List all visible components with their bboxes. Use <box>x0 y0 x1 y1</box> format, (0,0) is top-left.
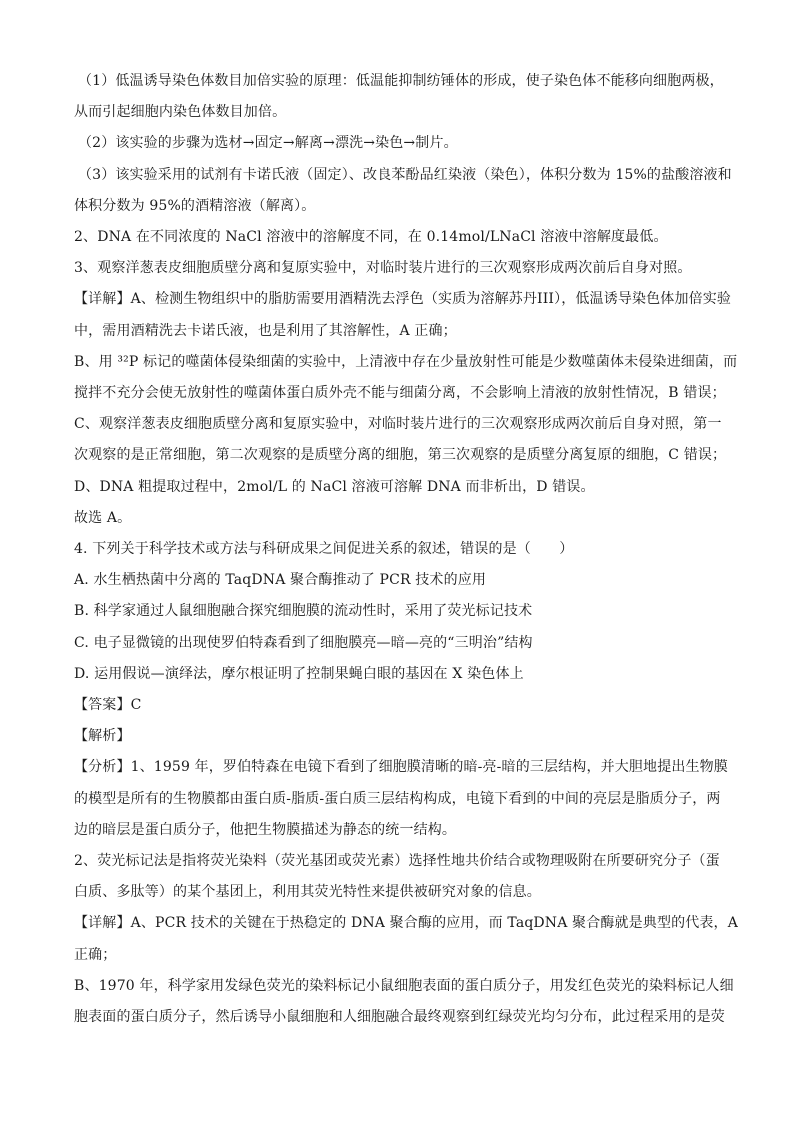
text-line: 胞表面的蛋白质分子，然后诱导小鼠细胞和人细胞融合最终观察到红绿荧光均匀分布，此过程采用的是荧 <box>74 1009 725 1026</box>
text-line: 2、DNA 在不同浓度的 NaCl 溶液中的溶解度不同，在 0.14mol/LNaCl 溶液中溶解度最低。 <box>74 229 668 246</box>
option-c: C. 电子显微镜的出现使罗伯特森看到了细胞膜亮—暗—亮的“三明治”结构 <box>74 634 533 651</box>
text-line: D、DNA 粗提取过程中，2mol/L 的 NaCl 溶液可溶解 DNA 而非析出，D 错误。 <box>74 478 595 495</box>
option-a: A. 水生栖热菌中分离的 TaqDNA 聚合酶推动了 PCR 技术的应用 <box>74 572 487 589</box>
text-line: 2、荧光标记法是指将荧光染料（荧光基团或荧光素）选择性地共价结合或物理吸附在所要研究分子（蛋 <box>74 853 720 870</box>
text-line: 中，需用酒精洗去卡诺氏液，也是利用了其溶解性，A 正确； <box>74 322 457 339</box>
text-line: B、1970 年，科学家用发绿色荧光的染料标记小鼠细胞表面的蛋白质分子，用发红色荧光的染料标记人细 <box>74 977 734 994</box>
text-line: （2）该实验的步骤为选材→固定→解离→漂洗→染色→制片。 <box>78 135 458 152</box>
analysis-heading: 【解析】 <box>74 728 131 745</box>
text-line: 【分析】1、1959 年，罗伯特森在电镜下看到了细胞膜清晰的暗-亮-暗的三层结构，并大胆地提出生物膜 <box>74 759 728 776</box>
text-line: C、观察洋葱表皮细胞质壁分离和复原实验中，对临时装片进行的三次观察形成两次前后自身对照，第一 <box>74 416 722 433</box>
text-line: 3、观察洋葱表皮细胞质壁分离和复原实验中，对临时装片进行的三次观察形成两次前后自身对照。 <box>74 260 692 277</box>
text-line: （1）低温诱导染色体数目加倍实验的原理：低温能抑制纺锤体的形成，使子染色体不能移向细胞两极， <box>78 73 724 89</box>
text-line: 【详解】A、PCR 技术的关键在于热稳定的 DNA 聚合酶的应用，而 TaqDNA 聚合酶就是典型的代表，A <box>74 915 738 932</box>
text-line: 次观察的是正常细胞，第二次观察的是质壁分离的细胞，第三次观察的是质壁分离复原的细胞，C 错误； <box>74 447 727 464</box>
text-line: 边的暗层是蛋白质分子，他把生物膜描述为静态的统一结构。 <box>74 821 457 838</box>
text-line: 白质、多肽等）的某个基团上，利用其荧光特性来提供被研究对象的信息。 <box>74 884 541 901</box>
text-line: 搅拌不充分会使无放射性的噬菌体蛋白质外壳不能与细菌分离，不会影响上清液的放射性情况，B 错误； <box>74 385 726 402</box>
question-stem: 4. 下列关于科学技术或方法与科研成果之间促进关系的叙述，错误的是（ ） <box>74 541 574 558</box>
option-b: B. 科学家通过人鼠细胞融合探究细胞膜的流动性时，采用了荧光标记技术 <box>74 603 533 620</box>
text-line: B、用 ³²P 标记的噬菌体侵染细菌的实验中，上清液中存在少量放射性可能是少数噬菌体未侵染进细菌，而 <box>74 353 738 370</box>
text-line: 故选 A。 <box>74 509 132 526</box>
text-line: 体积分数为 95%的酒精溶液（解离）。 <box>74 197 316 214</box>
text-line: 正确； <box>74 946 117 963</box>
answer-line: 【答案】C <box>74 697 142 714</box>
text-line: 的模型是所有的生物膜都由蛋白质-脂质-蛋白质三层结构构成，电镜下看到的中间的亮层是脂质分子，两 <box>74 790 721 807</box>
text-line: 【详解】A、检测生物组织中的脂肪需要用酒精洗去浮色（实质为溶解苏丹III），低温诱导染色体加倍实验 <box>74 291 732 308</box>
option-d: D. 运用假说—演绎法，摩尔根证明了控制果蝇白眼的基因在 X 染色体上 <box>74 665 524 682</box>
text-line: （3）该实验采用的试剂有卡诺氏液（固定）、改良苯酚品红染液（染色），体积分数为 15%的盐酸溶液和 <box>78 166 732 183</box>
text-line: 从而引起细胞内染色体数目加倍。 <box>74 104 287 121</box>
document-page <box>74 66 738 1033</box>
